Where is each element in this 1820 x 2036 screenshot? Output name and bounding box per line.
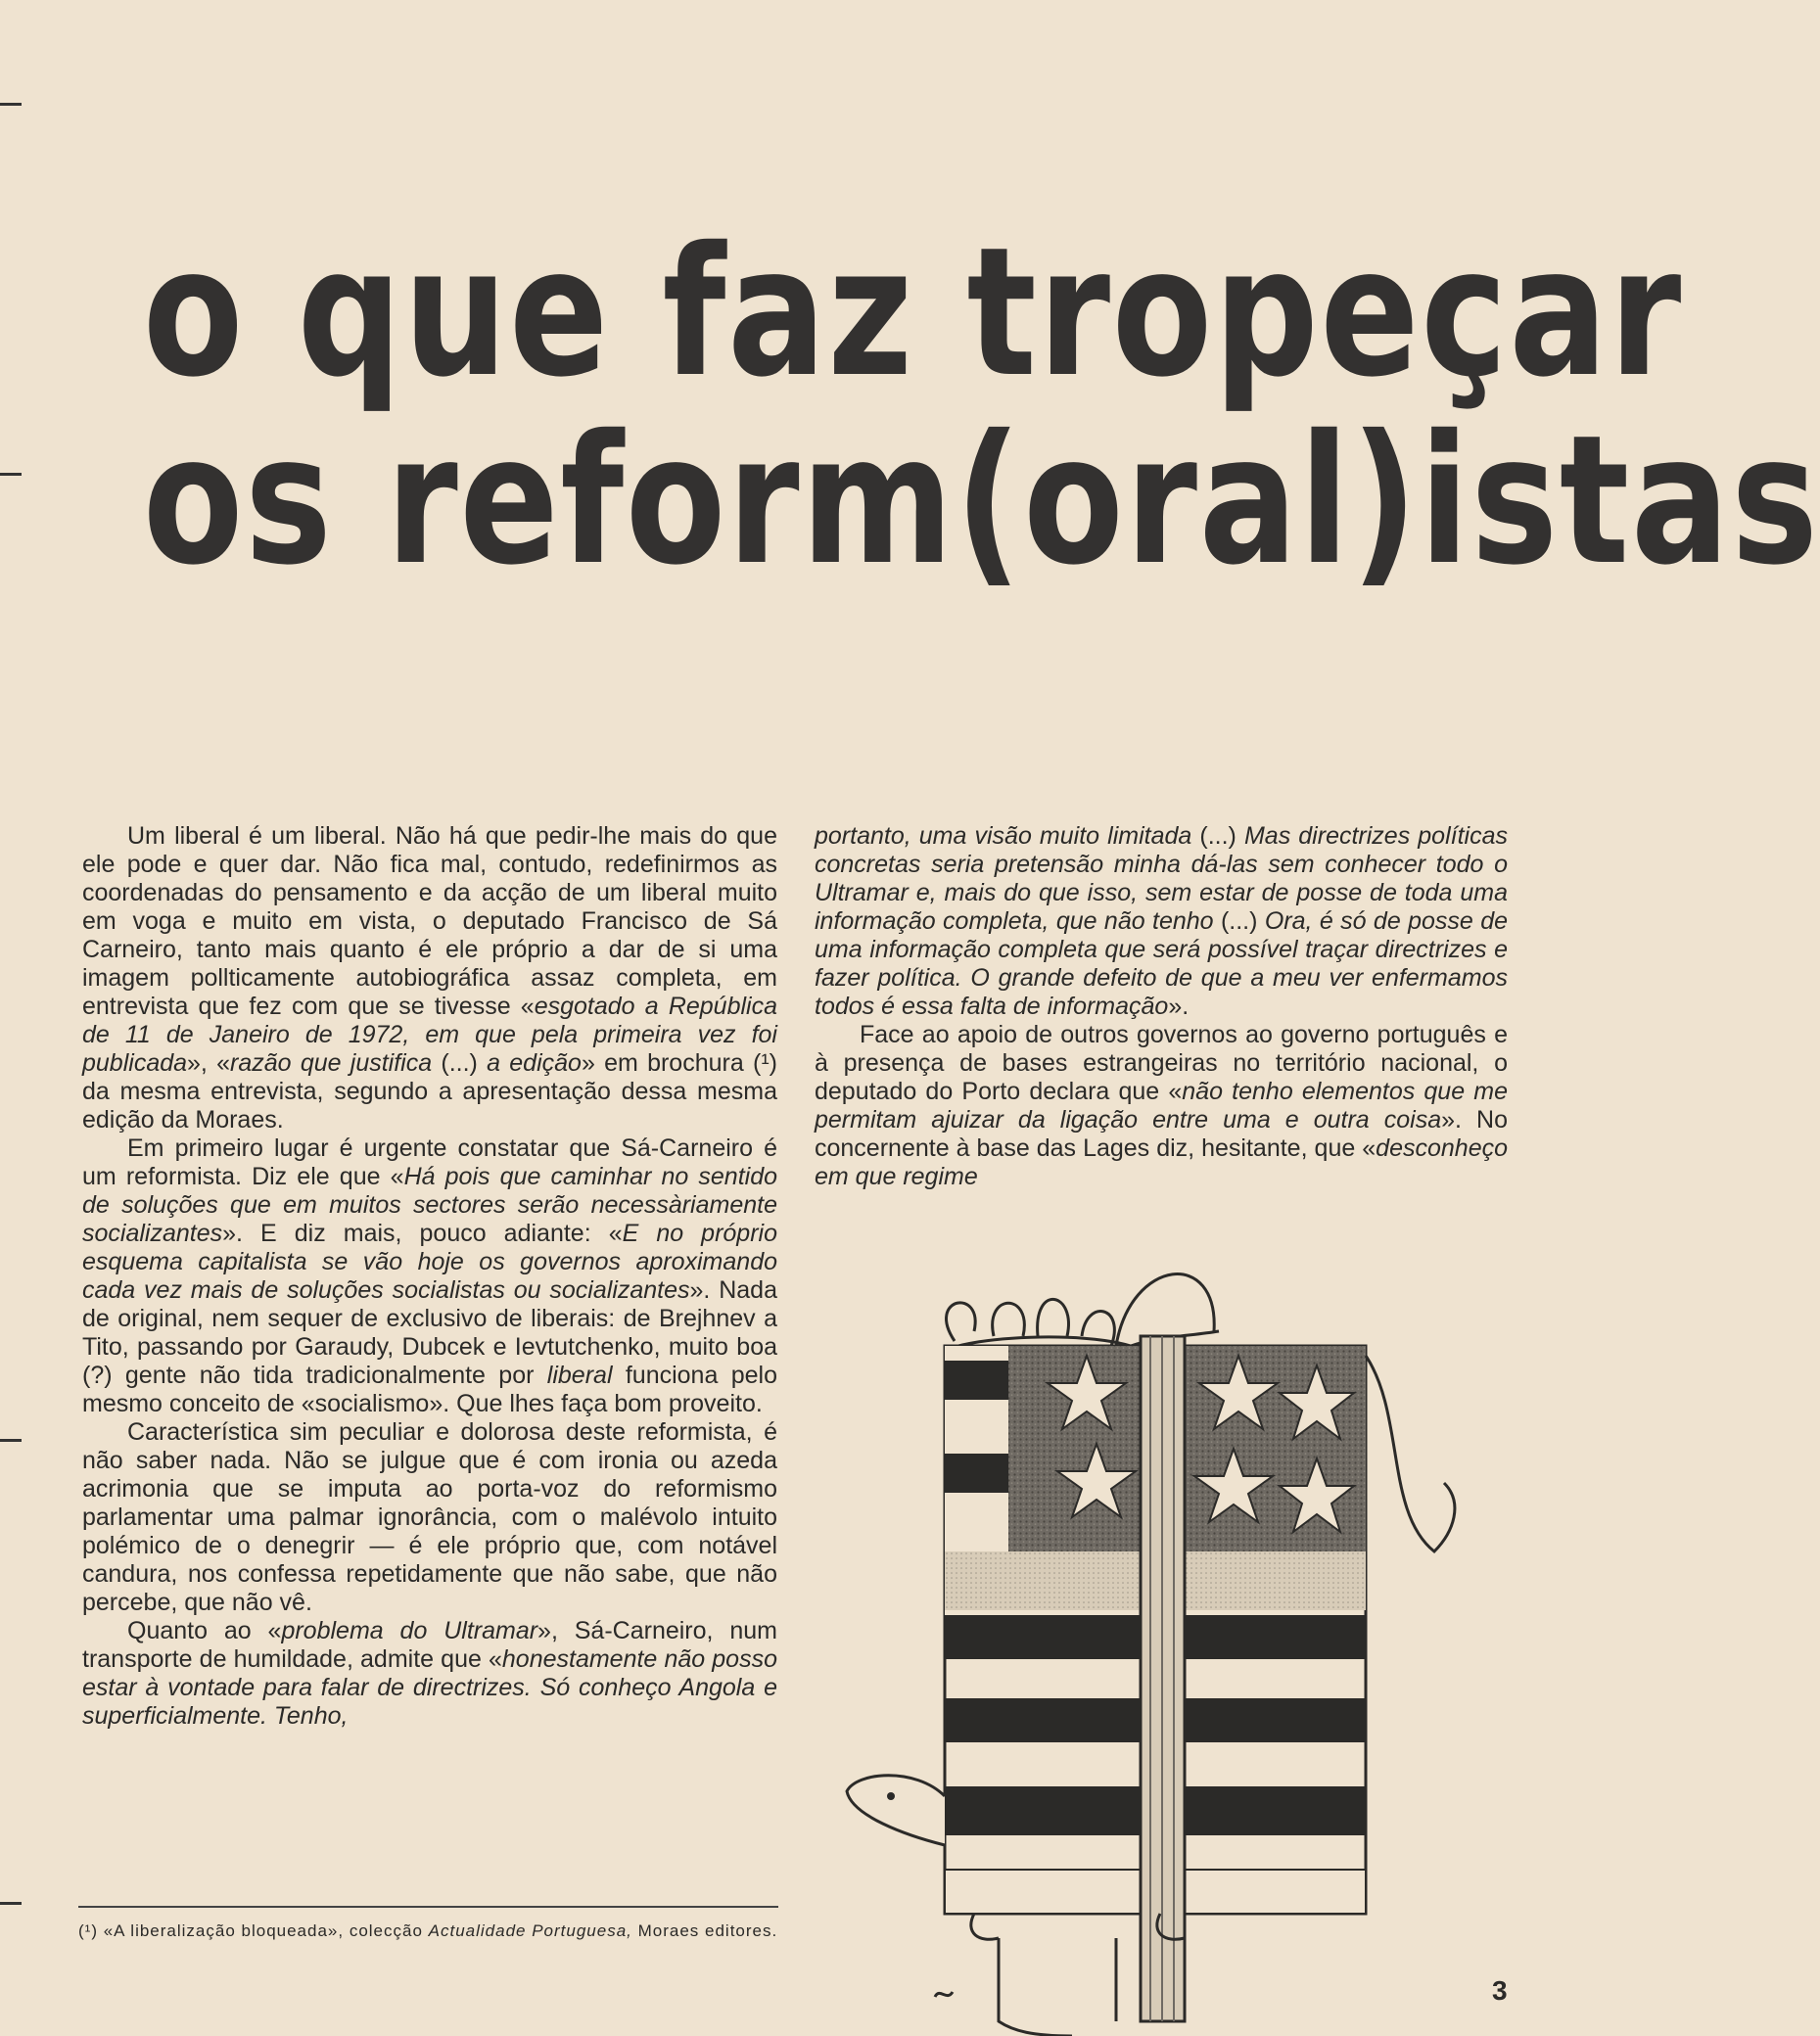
body-text: », « [187,1049,231,1077]
quoted-text: Mas directrizes políticas concretas seria pretensão minha dá-las sem conhecer todo o Ultramar e, mais do que isso, sem estar de posse de toda uma informação completa, que não tenho [815,822,1508,935]
body-text: (...) [432,1049,488,1077]
margin-mark [0,473,22,476]
quoted-text: Há pois que caminhar no sentido de soluções que em muitos sectores serão necessàriamente socializantes [82,1163,777,1247]
quoted-text: a edição [487,1049,582,1077]
footnote-marker: (¹) [78,1921,98,1940]
margin-mark [0,103,22,106]
body-text: funciona pelo mesmo conceito de «socialismo». Que lhes faça bom proveito. [82,1362,777,1417]
footnote [78,1920,778,1941]
quoted-text: liberal [546,1362,613,1389]
body-text: Face ao apoio de outros governos ao governo português e à presença de bases estrangeiras no território nacional, o deputado do Porto declara que « [815,1021,1508,1105]
paragraph [82,1418,777,1617]
paragraph [815,822,1508,1021]
footnote-text: «A liberalização bloqueada», colecção [97,1921,429,1940]
footnote-series-title: Actualidade Portuguesa, [428,1921,632,1940]
quoted-text: honestamente não posso estar à vontade para falar de directrizes. Só conheço Angola e superficialmente. Tenho, [82,1645,777,1730]
paragraph [815,1021,1508,1191]
footnote-publisher: Moraes editores. [631,1921,778,1940]
body-text: Característica sim peculiar e dolorosa deste reformista, é não saber nada. Não se julgue que é com ironia ou azeda acrimonia que se imputa ao porta-voz do reformismo parlamentar uma palmar ignorância, com o malévolo intuito polémico de o denegrir — é ele próprio que, com notável candura, nos confessa repetidamente que não sabe, que não percebe, que não vê. [82,1418,777,1616]
body-text: (...) [1191,822,1244,850]
paragraph [82,822,777,1134]
margin-mark [0,1902,22,1905]
quoted-text: esgotado a República de 11 de Janeiro de 1972, em que pela primeira vez foi publicada [82,993,777,1077]
body-text: » em brochura (¹) da mesma entrevista, segundo a apresentação dessa mesma edição da Moraes. [82,1049,777,1134]
quoted-text: Ora, é só de posse de uma informação completa que será possível traçar directrizes e fazer política. O grande defeito de que a meu ver enfermamos todos é essa falta de informação [815,907,1509,1020]
body-text: Quanto ao « [127,1617,282,1644]
body-text: », Sá-Carneiro, num transporte de humildade, admite que « [82,1617,777,1673]
body-text: ». E diz mais, pouco adiante: « [222,1220,623,1247]
page-number: 3 [1492,1975,1508,2006]
quoted-text: razão que justifica [230,1049,433,1077]
quoted-text: E no próprio esquema capitalista se vão hoje os governos aproximando cada vez mais de soluções socialistas ou socializantes [82,1220,777,1304]
quoted-text: desconheço em que regime [815,1134,1508,1190]
body-text: Em primeiro lugar é urgente constatar que Sá-Carneiro é um reformista. Diz ele que « [82,1134,777,1190]
body-text: ». Nada de original, nem sequer de exclusivo de liberais: de Brejhnev a Tito, passando por Garaudy, Dubcek e Ievtutchenko, muito boa (?) gente não tida tradicionalmente por [82,1276,777,1389]
quoted-text: não tenho elementos que me permitam ajuizar da ligação entre uma e outra coisa [815,1078,1508,1134]
headline-line-2: os reform(oral)istas [142,396,1820,604]
quoted-text: problema do Ultramar [281,1617,538,1644]
paragraph [82,1617,777,1731]
body-text: ». No concernente à base das Lages diz, hesitante, que « [815,1106,1508,1162]
margin-mark [0,1439,22,1442]
body-text: ». [1168,993,1190,1020]
body-text: (...) [1213,907,1265,935]
paragraph [82,1134,777,1418]
article-right-column [815,822,1508,1191]
headline-line-1: o que faz tropeçar [142,208,1683,416]
flag-gift-illustration [837,1238,1483,2036]
article-left-column [82,822,777,1731]
quoted-text: portanto, uma visão muito limitada [815,822,1192,850]
footnote-rule [78,1906,778,1908]
body-text: Um liberal é um liberal. Não há que pedir-lhe mais do que ele pode e quer dar. Não fica mal, contudo, redefinirmos as coordenadas do pensamento e da acção de um liberal muito em voga e muito em vista, o deputado Francisco de Sá Carneiro, tanto mais quanto é ele próprio a dar de si uma imagem pollticamente autobiográfica assaz completa, em entrevista que fez com que se tivesse « [82,822,777,1020]
